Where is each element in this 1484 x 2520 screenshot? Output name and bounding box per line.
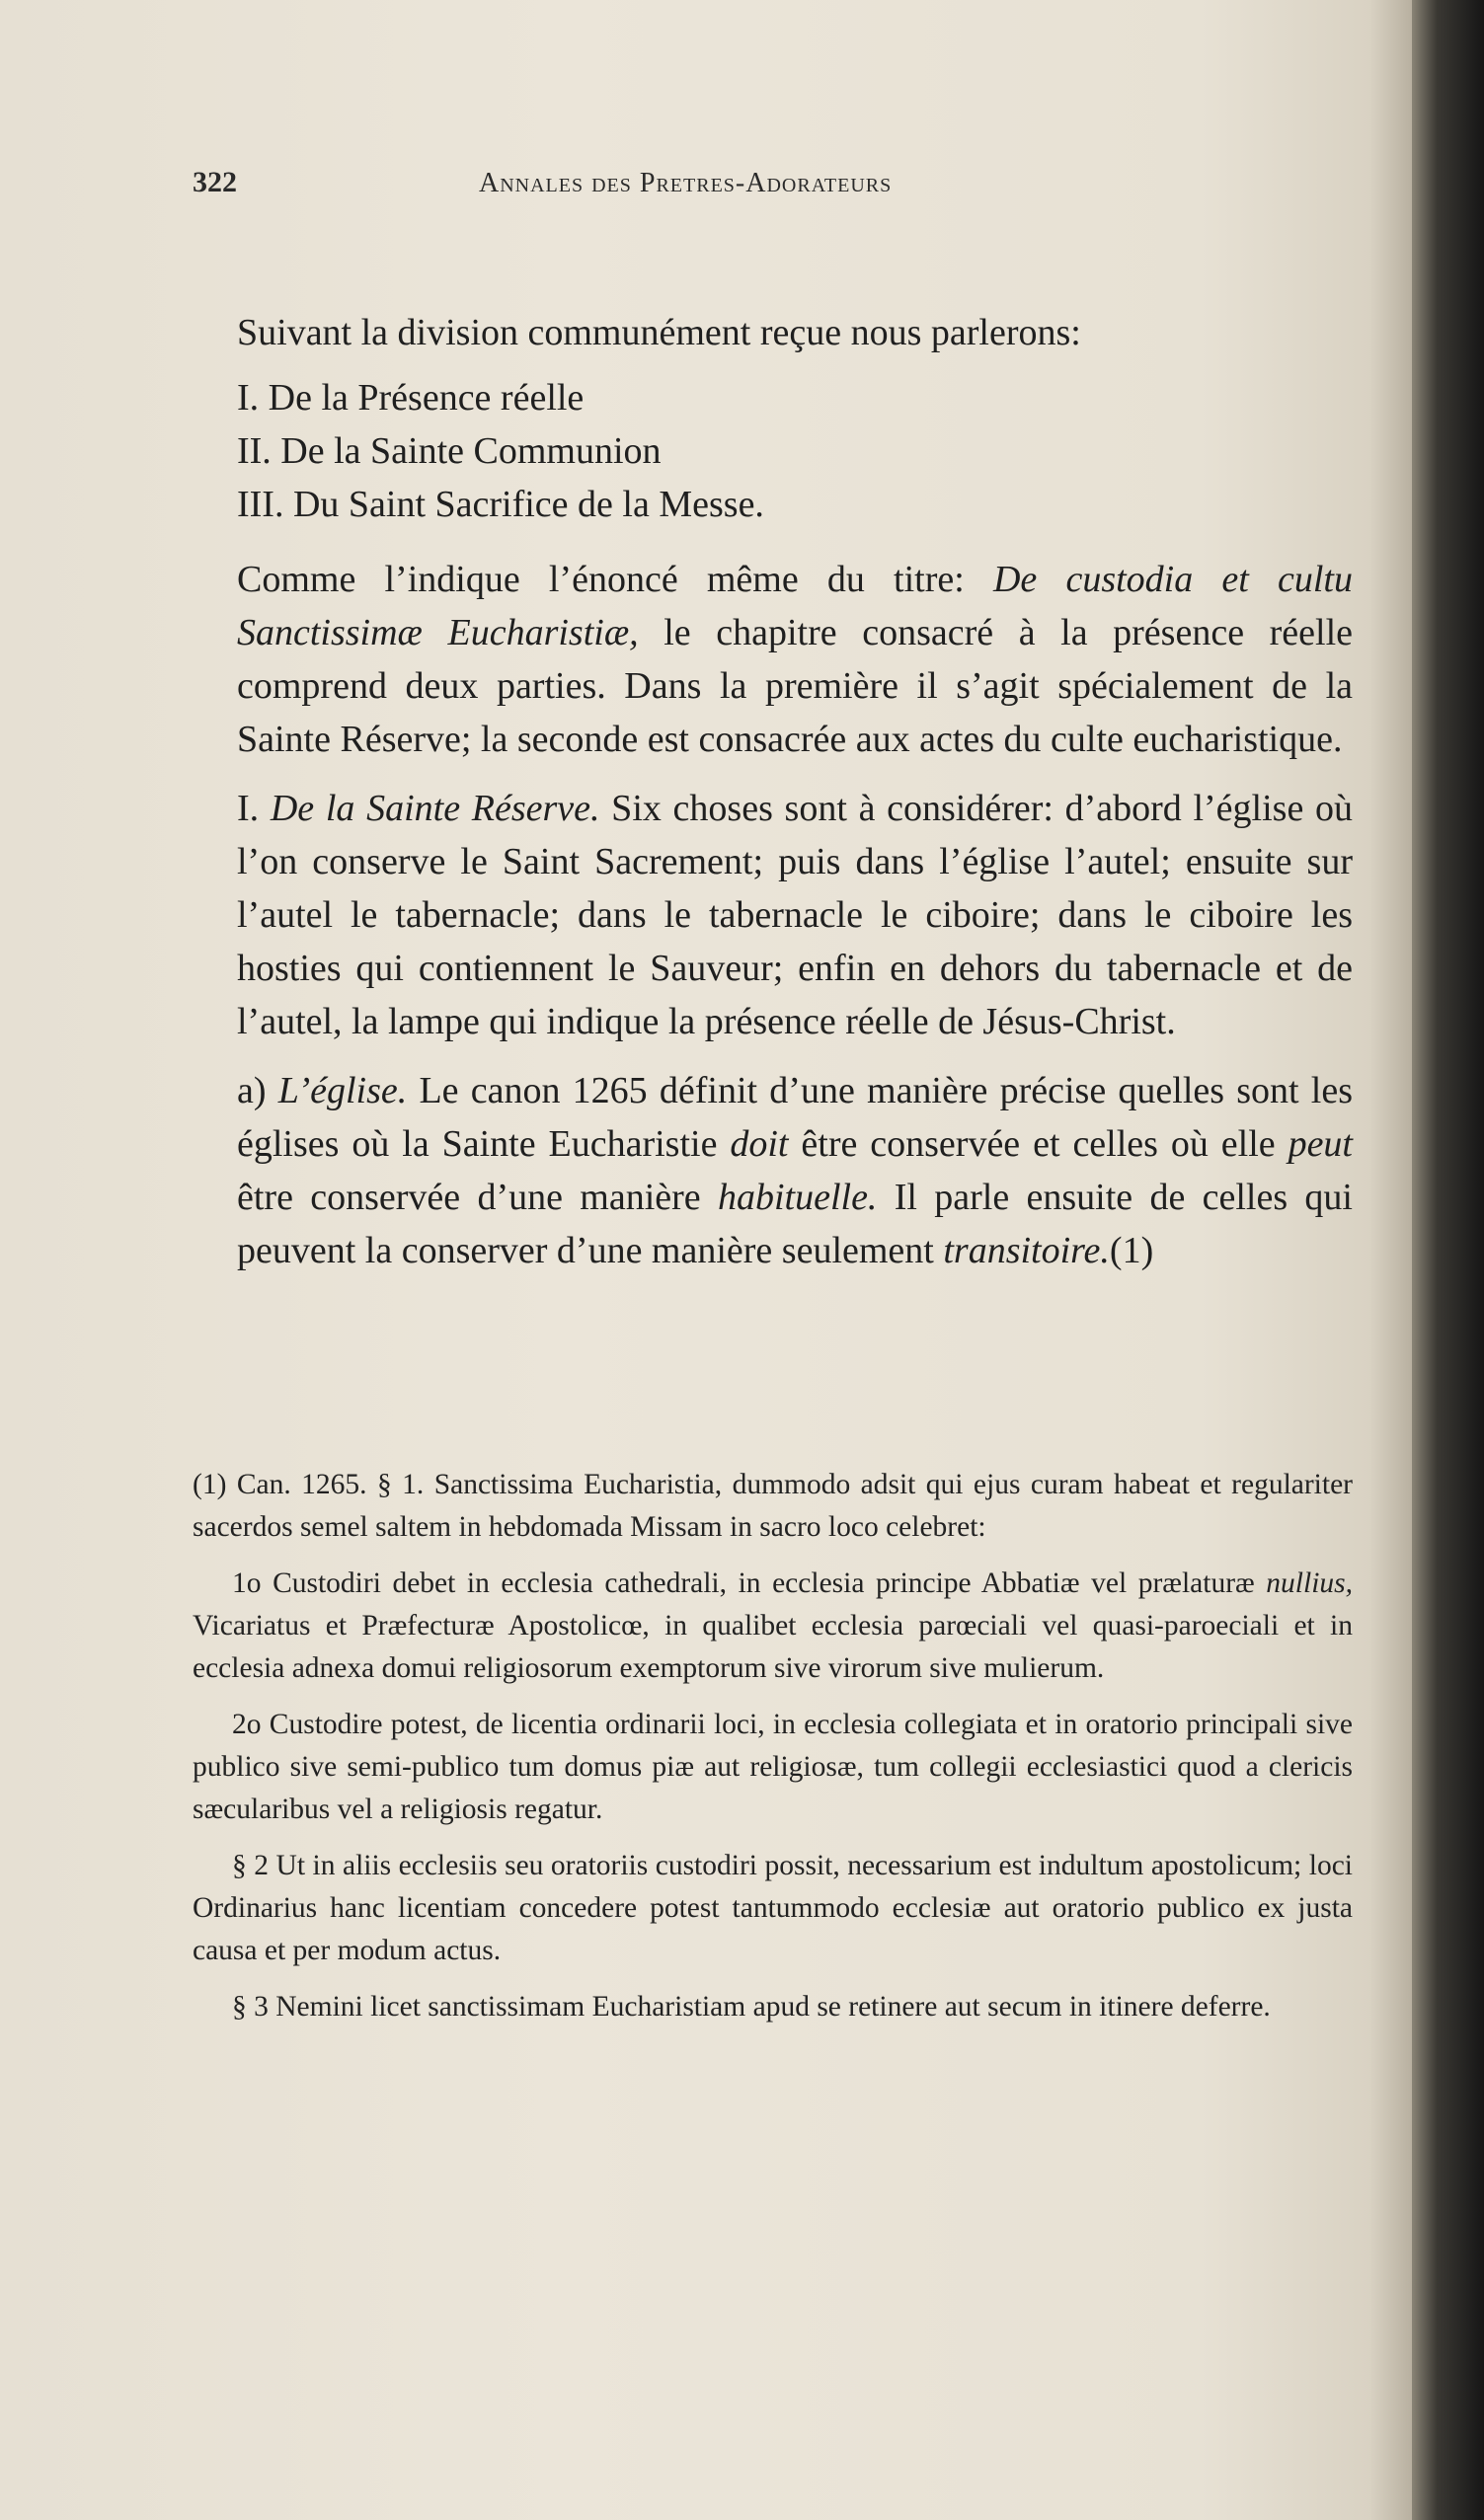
footnotes [193,1464,1353,2042]
footnote-1: (1) Can. 1265. § 1. Sanctissima Eucharistia, dummodo adsit qui ejus curam habeat et regulariter sacerdos semel saltem in hebdomada Missam in sacro loco celebret: [193,1469,1353,1543]
footnote-item: 1o Custodiri debet in ecclesia cathedrali, in ecclesia principe Abbatiæ vel prælaturæ nullius, Vicariatus et Præfecturæ Apostolicœ, in qualibet ecclesia parœciali vel quasi-paroeciali et in ecclesia adnexa domui religiosorum exemptorum sive virorum sive mulierum. [193,1567,1353,1684]
book-binding-edge [1412,0,1484,2520]
footnote-item: 2o Custodire potest, de licentia ordinarii loci, in ecclesia collegiata et in oratorio principali sive publico sive semi-publico tum domus piæ aut religiosæ, tum collegii ecclesiastici quod a clericis sæcularibus vel a religiosis regatur. [193,1709,1353,1825]
list-item: I. De la Présence réelle [237,377,585,419]
list-item: II. De la Sainte Communion [237,430,662,472]
footnote-item: § 2 Ut in aliis ecclesiis seu oratoriis custodiri possit, necessarium est indultum apostolicum; loci Ordinarius hanc licentiam concedere potest tantummodo ecclesiæ aut oratorio publico ex justa causa et per modum actus. [193,1850,1353,1966]
page-number: 322 [193,166,237,198]
paragraph-title: Comme l’indique l’énoncé même du titre: De custodia et cultu Sanctissimæ Eucharistiæ, le chapitre consacré à la présence réelle comprend deux parties. Dans la première il s’agit spécialement de la Sainte Réserve; la seconde est consacrée aux actes du culte eucharistique. [237,559,1354,760]
paragraph-eglise: a) L’église. Le canon 1265 définit d’une manière précise quelles sont les églises où la Sainte Eucharistie doit être conservée et celles où elle peut être conservée d’une manière habituelle. Il parle ensuite de celles qui peuvent la conserver d’une manière seulement transitoire.(1) [237,1070,1353,1271]
paragraph-sainte-reserve: I. De la Sainte Réserve. Six choses sont à considérer: d’abord l’église où l’on conserve le Saint Sacrement; puis dans l’église l’autel; ensuite sur l’autel le tabernacle; dans le tabernacle le ciboire; dans le ciboire les hosties qui contiennent le Sauveur; enfin en dehors du tabernacle et de l’autel, la lampe qui indique la présence réelle de Jésus-Christ. [237,788,1354,1042]
division-list [237,371,1353,531]
page-header [193,166,1279,211]
list-item: III. Du Saint Sacrifice de la Messe. [237,484,764,525]
footnote-item: § 3 Nemini licet sanctissimam Eucharistiam apud se retinere aut secum in itinere deferre. [232,1991,1271,2023]
main-text [237,306,1353,1277]
intro-line: Suivant la division communément reçue nous parlerons: [237,312,1081,353]
running-title: Annales des Pretres-Adorateurs [479,168,893,198]
